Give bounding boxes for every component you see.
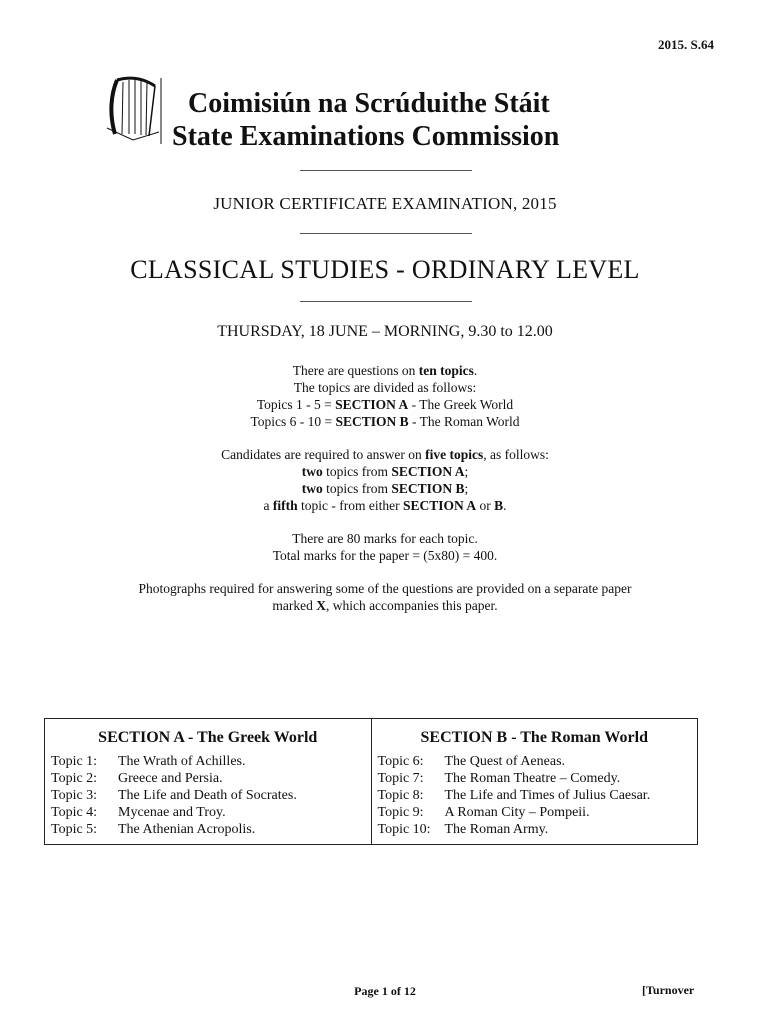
- topic-row: [378, 770, 692, 787]
- topic-row: [51, 804, 365, 821]
- topic-title: The Roman Theatre – Comedy.: [444, 771, 621, 786]
- divider: [300, 233, 472, 234]
- instructions-topics: [0, 362, 770, 430]
- topic-label: Topic 7:: [377, 771, 424, 786]
- topic-title: The Life and Times of Julius Caesar.: [444, 788, 651, 803]
- instructions-photos: [0, 580, 770, 614]
- commission-name-english: State Examinations Commission: [172, 121, 560, 152]
- photos-line-2: marked X, which accompanies this paper.: [272, 598, 498, 613]
- topic-row: [51, 787, 365, 804]
- topic-row: [378, 753, 692, 770]
- topic-row: [378, 787, 692, 804]
- topic-title: The Life and Death of Socrates.: [118, 788, 297, 803]
- divider: [300, 170, 472, 171]
- section-b-column: [371, 719, 698, 844]
- section-b-topic-list: [378, 753, 692, 838]
- exam-title: JUNIOR CERTIFICATE EXAMINATION, 2015: [213, 194, 557, 213]
- topic-title: Greece and Persia.: [118, 771, 223, 786]
- req-a-line: two topics from SECTION A;: [301, 464, 469, 479]
- section-a-heading: SECTION A - The Greek World: [98, 729, 318, 746]
- subject-title: CLASSICAL STUDIES - ORDINARY LEVEL: [130, 255, 640, 284]
- topic-title: The Roman Army.: [444, 822, 549, 837]
- topic-label: Topic 6:: [377, 754, 424, 769]
- topic-row: [51, 753, 365, 770]
- ten-topics-line: There are questions on ten topics.: [292, 363, 478, 378]
- topic-label: Topic 3:: [51, 788, 98, 803]
- topic-title: The Wrath of Achilles.: [118, 754, 246, 769]
- commission-name-irish: Coimisiún na Scrúduithe Stáit: [188, 88, 550, 119]
- topic-row: [51, 821, 365, 838]
- section-b-line: Topics 6 - 10 = SECTION B - The Roman World: [250, 414, 520, 429]
- topic-label: Topic 9:: [377, 805, 424, 820]
- topic-title: Mycenae and Troy.: [118, 805, 226, 820]
- harp-logo-icon: [103, 74, 165, 146]
- marks-each-line: There are 80 marks for each topic.: [292, 531, 478, 546]
- section-a-column: [45, 719, 371, 844]
- topic-label: Topic 10:: [377, 822, 431, 837]
- topic-title: The Quest of Aeneas.: [444, 754, 566, 769]
- topic-label: Topic 1:: [51, 754, 98, 769]
- divider: [300, 301, 472, 302]
- topics-table: [44, 718, 698, 845]
- topic-row: [51, 770, 365, 787]
- topic-title: A Roman City – Pompeii.: [444, 805, 590, 820]
- topic-row: [378, 804, 692, 821]
- photos-line-1: Photographs required for answering some of the questions are provided on a separate paper: [138, 581, 632, 596]
- turn-over: [Turnover: [642, 983, 695, 997]
- topic-label: Topic 5:: [51, 822, 98, 837]
- paper-code: 2015. S.64: [658, 37, 714, 52]
- topic-label: Topic 2:: [51, 771, 98, 786]
- required-line: Candidates are required to answer on five topics, as follows:: [221, 447, 549, 462]
- exam-date-time: THURSDAY, 18 JUNE – MORNING, 9.30 to 12.00: [217, 323, 553, 340]
- req-b-line: two topics from SECTION B;: [301, 481, 469, 496]
- req-fifth-line: a fifth topic - from either SECTION A or B.: [263, 498, 507, 513]
- topic-label: Topic 8:: [377, 788, 424, 803]
- page-number: Page 1 of 12: [354, 984, 416, 998]
- section-b-heading: SECTION B - The Roman World: [420, 729, 648, 746]
- divided-line: The topics are divided as follows:: [293, 380, 477, 395]
- topic-label: Topic 4:: [51, 805, 98, 820]
- instructions-marks: [0, 530, 770, 564]
- section-a-line: Topics 1 - 5 = SECTION A - The Greek World: [256, 397, 514, 412]
- section-a-topic-list: [51, 753, 365, 838]
- topic-row: [378, 821, 692, 838]
- instructions-required: [0, 446, 770, 514]
- topic-title: The Athenian Acropolis.: [118, 822, 256, 837]
- marks-total-line: Total marks for the paper = (5x80) = 400.: [272, 548, 498, 563]
